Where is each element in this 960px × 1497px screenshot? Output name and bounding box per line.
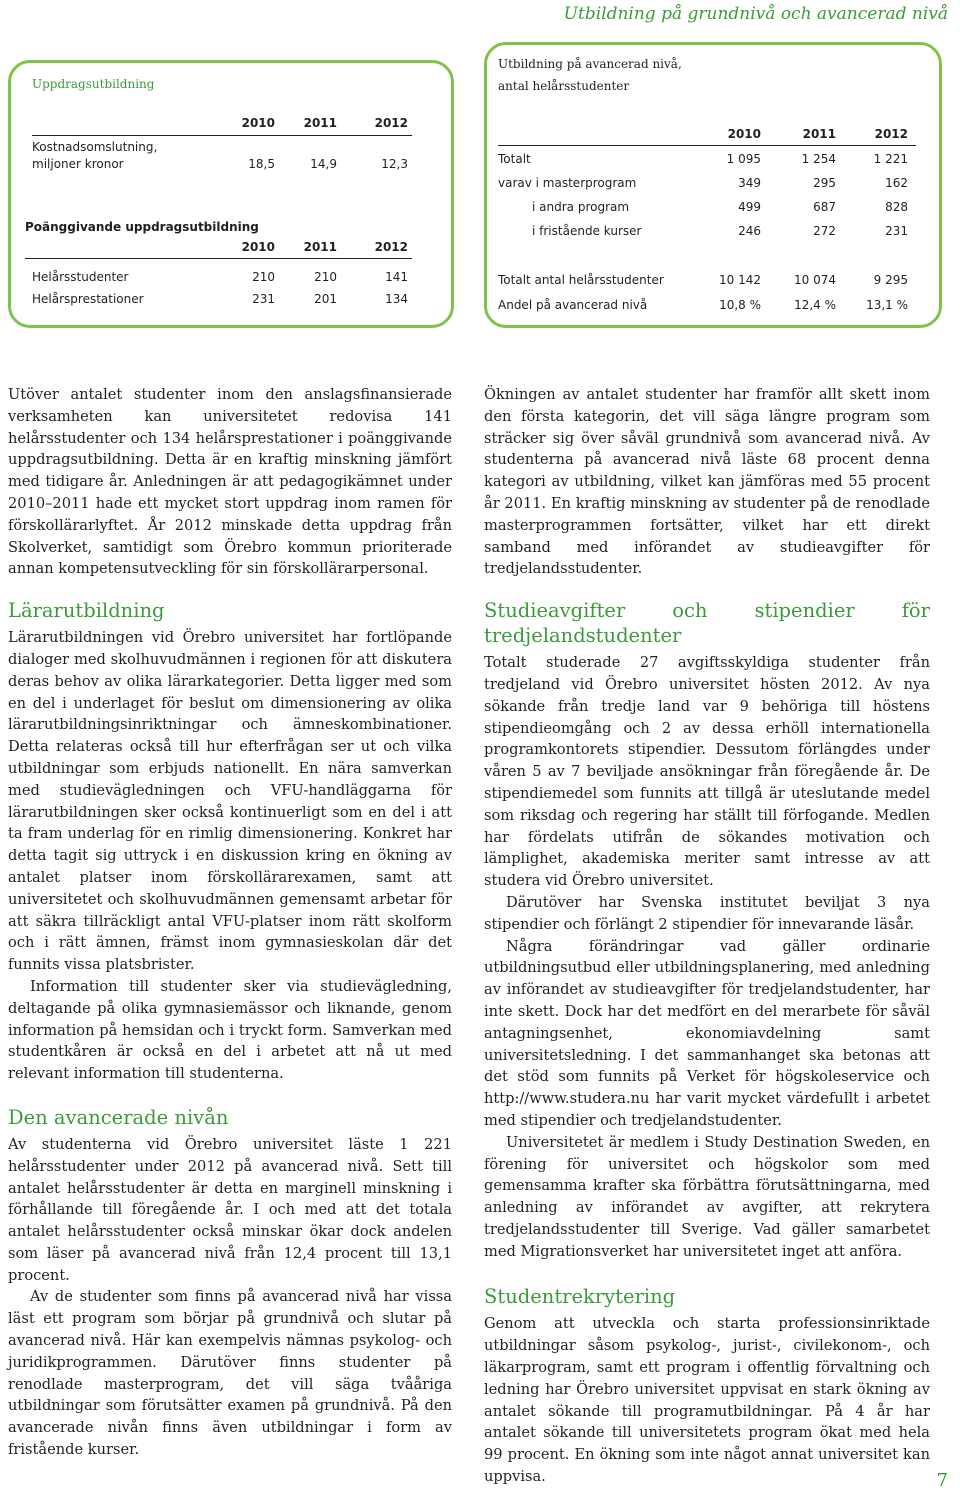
paragraph-study-destination: Universitetet är medlem i Study Destination Sweden, en förening för universitet och högskolor som med gemensamma krafter ska förbättra förutsättningarna, med anledning av införandet av avgifter, att rekrytera tredjelandsstudenter till Sverige. Vad gäller samarbetet med Migrationsverket har universitetet inget att anföra.: [484, 1133, 930, 1260]
andel-2011: 12,4 %: [794, 298, 836, 312]
paragraph-studentrekrytering: Genom att utveckla och starta professionsinriktade utbildningar såsom psykolog-, jurist-, civilekonom-, och läkarprogram, samt ett program i offentlig förvaltning och ledning har Örebro universitet uppvisat en stark ökning av antalet sökande till programutbildningar. På 4 år har antalet sökande till universitetets program ökat med hela 99 procent. En ökning som inte något annat universitet kan uppvisa.: [484, 1315, 930, 1486]
row-label-fristaende-kurser: i fristående kurser: [532, 224, 642, 238]
fristaende-2011: 272: [813, 224, 836, 238]
andra-program-2012: 828: [885, 200, 908, 214]
avancerad-year-2011: 2011: [802, 127, 836, 141]
cost-value-2012: 12,3: [381, 157, 408, 171]
totalt-2010: 1 095: [726, 152, 761, 166]
page-number: 7: [936, 1470, 948, 1491]
andra-program-2011: 687: [813, 200, 836, 214]
paragraph-forandringar: Några förändringar vad gäller ordinarie utbildningsutbud eller utbildningsplanering, med anledning av införandet av studieavgifter för tredjelandstudenter, har inte skett. Dock har det medfört en del merarbete för såväl antagningsenhet, ekonomiavdelning samt universitetsledning. I det sammanhanget ska betonas att det stöd som funnits på Verket för högskoleservice och http://www.studera.nu har varit mycket värdefullt i arbetet med stipendier och tredjelandstudenter.: [484, 937, 930, 1129]
fristaende-2010: 246: [738, 224, 761, 238]
poang-year-2010: 2010: [241, 240, 275, 254]
totalt-antal-2011: 10 074: [794, 273, 836, 287]
andel-2010: 10,8 %: [719, 298, 761, 312]
poang-header-rule: [25, 258, 412, 259]
uppdrag-year-2012: 2012: [374, 116, 408, 130]
cost-value-2011: 14,9: [310, 157, 337, 171]
poang-label: Poänggivande uppdragsutbildning: [25, 220, 259, 234]
andel-2012: 13,1 %: [866, 298, 908, 312]
helarsprestationer-2010: 231: [252, 292, 275, 306]
avancerad-niva-box: [484, 42, 942, 328]
left-text-column: [8, 384, 452, 1461]
avancerad-box-title-line1: Utbildning på avancerad nivå,: [498, 57, 682, 71]
uppdrag-box-title: Uppdragsutbildning: [32, 77, 155, 91]
uppdrag-header-rule: [32, 135, 412, 136]
uppdragsutbildning-box: [8, 60, 454, 328]
paragraph-information: Information till studenter sker via studievägledning, deltagande på olika gymnasiemässor och liknande, genom information på hemsidan och i tryckt form. Samverkan med studentkåren är också en del i arbetet att nå ut med relevant information till studenterna.: [8, 977, 452, 1083]
totalt-2012: 1 221: [873, 152, 908, 166]
cost-label-line1: Kostnadsomslutning,: [32, 140, 158, 154]
uppdrag-year-2011: 2011: [303, 116, 337, 130]
masterprogram-2012: 162: [885, 176, 908, 190]
totalt-antal-2010: 10 142: [719, 273, 761, 287]
avancerad-year-2010: 2010: [727, 127, 761, 141]
andra-program-2010: 499: [738, 200, 761, 214]
totalt-antal-2012: 9 295: [873, 273, 908, 287]
paragraph-svenska-institutet: Därutöver har Svenska institutet beviljat 3 nya stipendier och förlängt 2 stipendier för innevarande läsår.: [484, 893, 930, 933]
paragraph-studenter-avancerad: Av de studenter som finns på avancerad nivå har vissa läst ett program som börjar på grundnivå och slutar på avancerad nivå. Här kan exempelvis nämnas psykolog- och juridikprogrammen. Därutöver finns studenter på renodlade masterprogram, det vill säga tvååriga utbildningar som förutsätter examen på grundnivå. På den avancerade nivån finns även utbildningar i form av fristående kurser.: [8, 1288, 452, 1459]
row-label-masterprogram: varav i masterprogram: [498, 176, 637, 190]
totalt-2011: 1 254: [801, 152, 836, 166]
helarsstudenter-2011: 210: [314, 270, 337, 284]
helarsstudenter-2012: 141: [385, 270, 408, 284]
avancerad-box-title-line2: antal helårsstudenter: [498, 79, 630, 93]
row-label-andel: Andel på avancerad nivå: [498, 298, 648, 312]
poang-year-2011: 2011: [303, 240, 337, 254]
cost-value-2010: 18,5: [248, 157, 275, 171]
row-label-andra-program: i andra program: [532, 200, 630, 214]
paragraph-lararutbildning: Lärarutbildningen vid Örebro universitet har fortlöpande dialoger med skolhuvudmännen i regionen för att diskutera deras behov av olika lärarkategorier. Detta ligger med som en del i underlaget för beslut om dimensionering av olika lärarutbildningsinriktningar och ämneskombinationer. Detta relateras också till hur efterfrågan ser ut och vilka utbildningar som erbjuds nationellt. En nära samverkan med studievägledningen och VFU-handläggarna för lärarutbildningen sker också kontinuerligt som en del i att ta fram underlag för en rimlig dimensionering. Konkret har detta tagit sig uttryck i en diskussion kring en ökning av antalet platser inom förskollärarexamen, samt att universitetet och skolhuvudmännen gemensamt arbetar för att säkra tillräckligt antal VFU-platser inom rätt skolform och i rätt ämnen, främst inom gymnasieskolan där det funnits vissa platsbrister.: [8, 629, 452, 974]
paragraph-okningen: Ökningen av antalet studenter har framför allt skett inom den första kategorin, det vill säga längre program som sträcker sig över såväl grundnivå som avancerad nivå. Av studenterna på avancerad nivå läste 68 procent denna kategori av utbildning, vilket kan jämföras med 55 procent år 2011. En kraftig minskning av studenter på de renodlade masterprogrammen fortsätter, vilket har ett direkt samband med införandet av studieavgifter för tredjelandsstudenter.: [484, 386, 930, 578]
poang-year-2012: 2012: [374, 240, 408, 254]
heading-lararutbildning: Lärarutbildning: [8, 599, 165, 623]
running-title: Utbildning på grundnivå och avancerad nivå: [563, 4, 948, 24]
heading-studieavgifter: Studieavgifter och stipendier för tredjelandstudenter: [484, 599, 930, 648]
heading-avancerade-nivan: Den avancerade nivån: [8, 1105, 229, 1129]
row-label-helarsprestationer: Helårsprestationer: [32, 292, 144, 306]
helarsprestationer-2012: 134: [385, 292, 408, 306]
paragraph-stipendier: Totalt studerade 27 avgiftsskyldiga studenter från tredjeland vid Örebro universitet hösten 2012. Av nya sökande från tredje land var 9 behöriga till höstens stipendieomgång och 2 av dessa erhöll internationella programkontorets stipendier. Dessutom förlängdes under våren 5 av 7 beviljade ansökningar från föregående år. De stipendiemedel som funnits att tillgå är uteslutande medel som riksdag och regering har ställt till förfogande. Medlen har fördelats utifrån de sökandes motivation och lämplighet, akademiska meriter samt intresse av att studera vid Örebro universitet.: [484, 654, 930, 890]
uppdrag-year-2010: 2010: [241, 116, 275, 130]
paragraph-avancerad-niva: Av studenterna vid Örebro universitet läste 1 221 helårsstudenter under 2012 på avancerad nivå. Sett till antalet helårsstudenter är detta en marginell minskning i förhållande till föregående år. I och med att det totala antalet helårsstudenter också minskar ökar dock andelen som läser på avancerad nivå från 12,4 procent till 13,1 procent.: [8, 1135, 452, 1284]
helarsstudenter-2010: 210: [252, 270, 275, 284]
cost-label-line2: miljoner kronor: [32, 157, 124, 171]
fristaende-2012: 231: [885, 224, 908, 238]
avancerad-header-rule: [498, 145, 916, 146]
row-label-helarsstudenter: Helårsstudenter: [32, 270, 129, 284]
row-label-totalt-antal: Totalt antal helårsstudenter: [498, 273, 664, 287]
helarsprestationer-2011: 201: [314, 292, 337, 306]
row-label-totalt: Totalt: [498, 152, 531, 166]
paragraph-uppdrag: Utöver antalet studenter inom den anslagsfinansierade verksamheten kan universitetet redovisa 141 helårsstudenter och 134 helårsprestationer i poänggivande uppdragsutbildning. Detta är en kraftig minskning jämfört med tidigare år. Anledningen är att pedagogikämnet under 2010–2011 hade ett mycket stort uppdrag inom ramen för förskollärarlyftet. År 2012 minskade detta uppdrag från Skolverket, samtidigt som Örebro kommun prioriterade annan kompetensutveckling för sin förskollärarpersonal.: [8, 386, 452, 578]
right-text-column: [484, 384, 930, 1488]
avancerad-year-2012: 2012: [874, 127, 908, 141]
heading-studentrekrytering: Studentrekrytering: [484, 1285, 676, 1309]
masterprogram-2010: 349: [738, 176, 761, 190]
masterprogram-2011: 295: [813, 176, 836, 190]
